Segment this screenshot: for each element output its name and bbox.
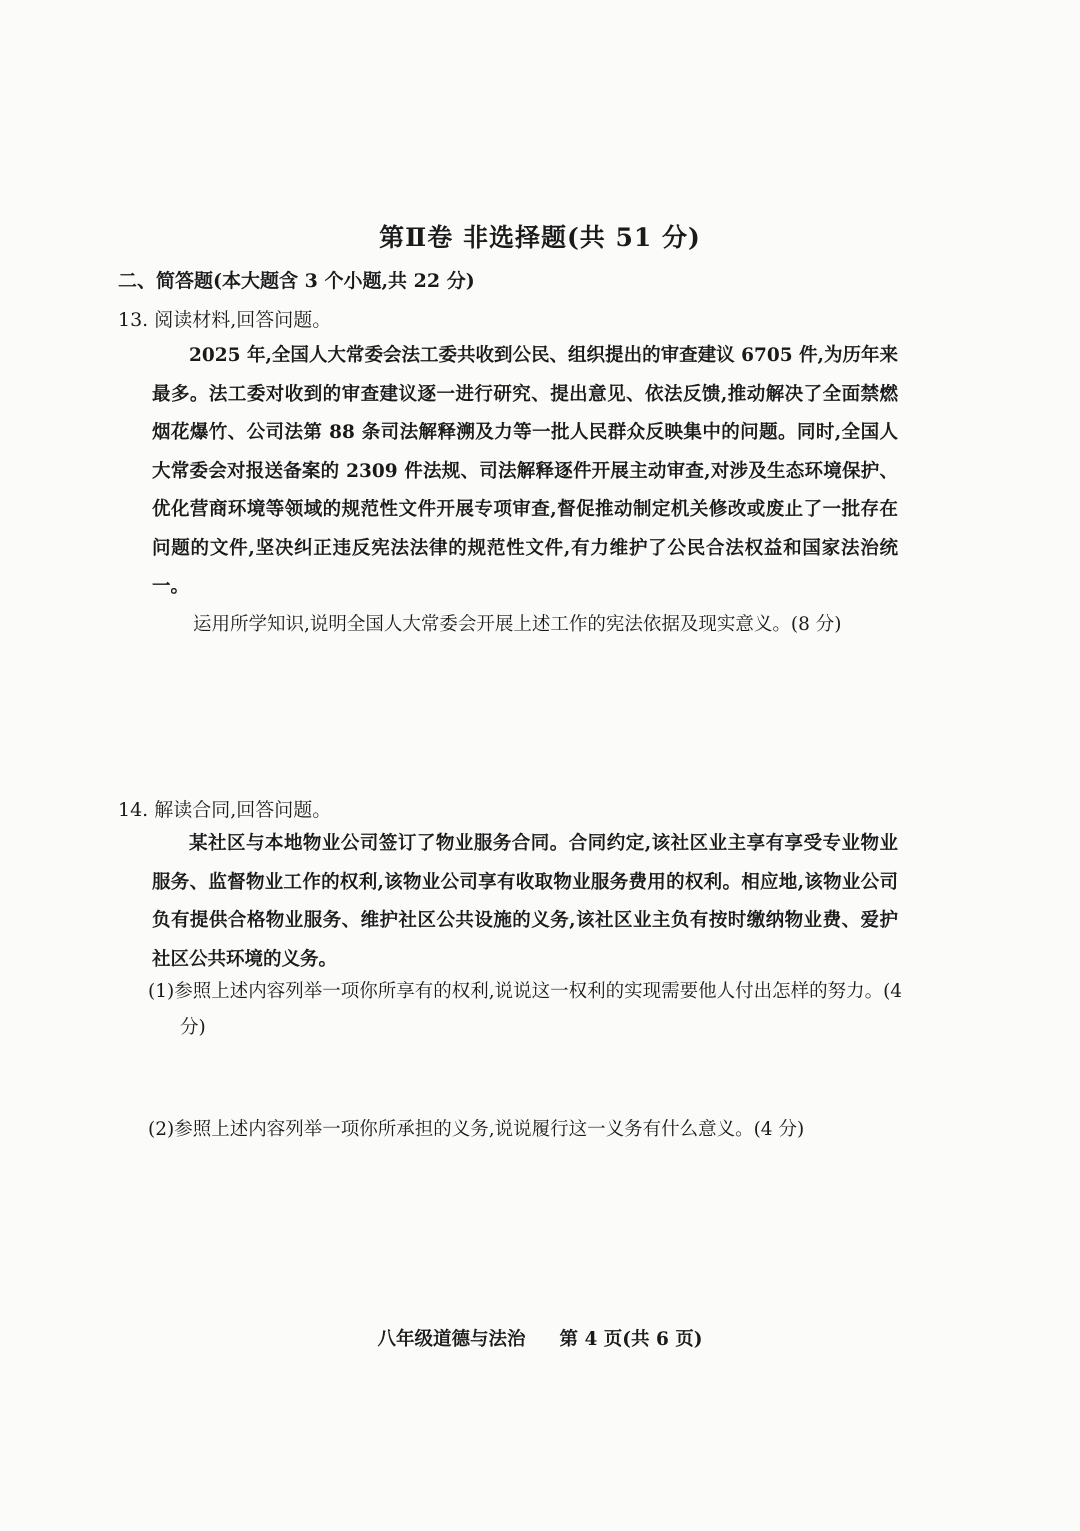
- question-14-sub-2: (2)参照上述内容列举一项你所承担的义务,说说履行这一义务有什么意义。(4 分): [148, 1119, 805, 1140]
- question-14-sub-1: (1)参照上述内容列举一项你所享有的权利,说说这一权利的实现需要他人付出怎样的努力。(4 分): [148, 981, 903, 1038]
- question-13-stem: 13. 阅读材料,回答问题。: [118, 309, 332, 331]
- footer-subject: 八年级道德与法治: [377, 1329, 526, 1350]
- part-title: 第Ⅱ卷 非选择题(共 51 分): [379, 223, 701, 252]
- question-14-material: 某社区与本地物业公司签订了物业服务合同。合同约定,该社区业主享有享受专业物业服务、监督物业工作的权利,该物业公司享有收取物业服务费用的权利。相应地,该物业公司负有提供合格物业服务、维护社区公共设施的义务,该社区业主负有按时缴纳物业费、爱护社区公共环境的义务。: [152, 833, 898, 970]
- page-footer: [0, 1325, 1080, 1351]
- footer-page-number: 第 4 页(共 6 页): [559, 1329, 703, 1350]
- question-14-stem: 14. 解读合同,回答问题。: [118, 799, 332, 821]
- question-13-material: 2025 年,全国人大常委会法工委共收到公民、组织提出的审查建议 6705 件,为历年来最多。法工委对收到的审查建议逐一进行研究、提出意见、依法反馈,推动解决了全面禁燃烟花爆竹、公司法第 88 条司法解释溯及力等一批人民群众反映集中的问题。同时,全国人大常委会对报送备案的 2309 件法规、司法解释逐件开展主动审查,对涉及生态环境保护、优化营商环境等领域的规范性文件开展专项审查,督促推动制定机关修改或废止了一批存在问题的文件,坚决纠正违反宪法法律的规范性文件,有力维护了公民合法权益和国家法治统一。: [152, 345, 898, 597]
- section-heading: 二、简答题(本大题含 3 个小题,共 22 分): [118, 270, 475, 292]
- question-13-task: 运用所学知识,说明全国人大常委会开展上述工作的宪法依据及现实意义。(8 分): [193, 614, 842, 635]
